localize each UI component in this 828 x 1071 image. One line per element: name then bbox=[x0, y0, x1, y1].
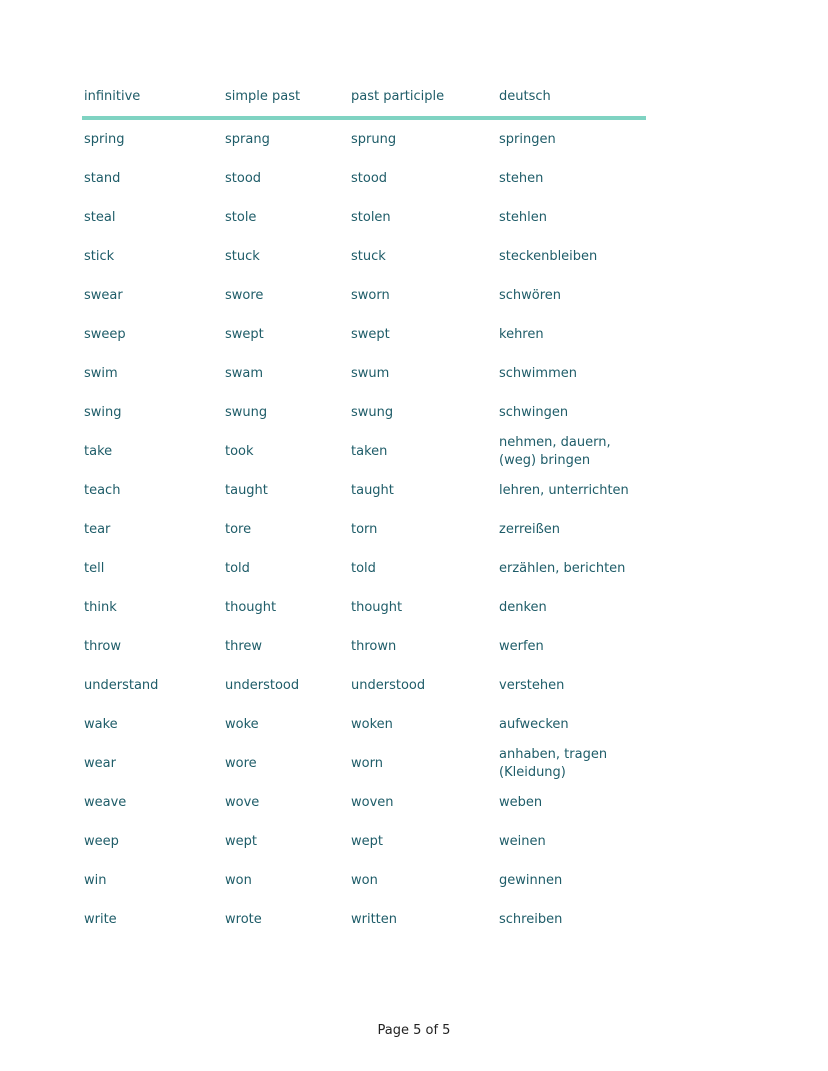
cell-past-participle: told bbox=[351, 560, 376, 576]
cell-infinitive: stand bbox=[84, 170, 121, 186]
cell-past-participle: woken bbox=[351, 716, 393, 732]
table-row bbox=[82, 705, 646, 744]
cell-infinitive: wake bbox=[84, 716, 118, 732]
cell-deutsch: verstehen bbox=[499, 677, 565, 693]
cell-past-participle: written bbox=[351, 911, 398, 927]
cell-deutsch: stehen bbox=[499, 170, 544, 186]
cell-past-participle: won bbox=[351, 872, 378, 888]
cell-infinitive: tell bbox=[84, 560, 105, 576]
cell-past-participle: torn bbox=[351, 521, 378, 537]
table-row bbox=[82, 666, 646, 705]
cell-simple-past: stood bbox=[225, 170, 262, 186]
cell-simple-past: stole bbox=[225, 209, 257, 225]
cell-past-participle: thought bbox=[351, 599, 403, 615]
cell-infinitive: think bbox=[84, 599, 117, 615]
table-row bbox=[82, 315, 646, 354]
cell-infinitive: wear bbox=[84, 755, 116, 771]
cell-deutsch: weinen bbox=[499, 833, 546, 849]
table-row bbox=[82, 822, 646, 861]
cell-past-participle: worn bbox=[351, 755, 383, 771]
cell-simple-past: took bbox=[225, 443, 254, 459]
table-row bbox=[82, 510, 646, 549]
cell-infinitive: swear bbox=[84, 287, 123, 303]
cell-simple-past: told bbox=[225, 560, 250, 576]
cell-past-participle: taken bbox=[351, 443, 388, 459]
cell-past-participle: sprung bbox=[351, 131, 397, 147]
table-row bbox=[82, 588, 646, 627]
cell-past-participle: woven bbox=[351, 794, 394, 810]
cell-infinitive: tear bbox=[84, 521, 111, 537]
cell-simple-past: taught bbox=[225, 482, 268, 498]
table-row bbox=[82, 276, 646, 315]
cell-past-participle: swung bbox=[351, 404, 394, 420]
cell-simple-past: thought bbox=[225, 599, 277, 615]
cell-deutsch: denken bbox=[499, 599, 547, 615]
cell-simple-past: won bbox=[225, 872, 252, 888]
header-past-participle: past participle bbox=[349, 78, 497, 118]
table-row bbox=[82, 627, 646, 666]
cell-past-participle: wept bbox=[351, 833, 383, 849]
cell-simple-past: woke bbox=[225, 716, 259, 732]
table-row bbox=[82, 393, 646, 432]
cell-simple-past: wrote bbox=[225, 911, 262, 927]
cell-deutsch: nehmen, dauern, (weg) bringen bbox=[499, 434, 611, 468]
cell-deutsch: gewinnen bbox=[499, 872, 563, 888]
cell-deutsch: steckenbleiben bbox=[499, 248, 598, 264]
table-row bbox=[82, 900, 646, 939]
cell-deutsch: erzählen, berichten bbox=[499, 560, 626, 576]
cell-simple-past: stuck bbox=[225, 248, 260, 264]
cell-deutsch: stehlen bbox=[499, 209, 547, 225]
cell-deutsch: anhaben, tragen (Kleidung) bbox=[499, 746, 608, 780]
cell-simple-past: wove bbox=[225, 794, 260, 810]
cell-infinitive: understand bbox=[84, 677, 159, 693]
cell-deutsch: aufwecken bbox=[499, 716, 569, 732]
cell-infinitive: weep bbox=[84, 833, 119, 849]
table-row bbox=[82, 118, 646, 159]
cell-deutsch: zerreißen bbox=[499, 521, 561, 537]
table-row bbox=[82, 432, 646, 471]
cell-simple-past: threw bbox=[225, 638, 263, 654]
cell-infinitive: spring bbox=[84, 131, 125, 147]
irregular-verbs-table bbox=[82, 78, 646, 939]
table-header-row bbox=[82, 78, 646, 118]
table-row bbox=[82, 783, 646, 822]
cell-infinitive: teach bbox=[84, 482, 121, 498]
cell-past-participle: taught bbox=[351, 482, 394, 498]
cell-deutsch: lehren, unterrichten bbox=[499, 482, 629, 498]
cell-simple-past: understood bbox=[225, 677, 300, 693]
page-number: Page 5 of 5 bbox=[377, 1023, 451, 1038]
cell-infinitive: stick bbox=[84, 248, 115, 264]
cell-past-participle: swept bbox=[351, 326, 390, 342]
cell-simple-past: swore bbox=[225, 287, 264, 303]
cell-infinitive: take bbox=[84, 443, 113, 459]
cell-past-participle: understood bbox=[351, 677, 426, 693]
cell-deutsch: schreiben bbox=[499, 911, 563, 927]
cell-simple-past: swam bbox=[225, 365, 264, 381]
table-row bbox=[82, 159, 646, 198]
cell-deutsch: schwören bbox=[499, 287, 562, 303]
cell-deutsch: weben bbox=[499, 794, 543, 810]
table-row bbox=[82, 198, 646, 237]
cell-infinitive: throw bbox=[84, 638, 121, 654]
cell-simple-past: swept bbox=[225, 326, 264, 342]
header-deutsch: deutsch bbox=[497, 78, 646, 118]
table-row bbox=[82, 471, 646, 510]
cell-past-participle: thrown bbox=[351, 638, 397, 654]
cell-simple-past: wept bbox=[225, 833, 257, 849]
cell-simple-past: wore bbox=[225, 755, 257, 771]
cell-infinitive: weave bbox=[84, 794, 127, 810]
cell-infinitive: steal bbox=[84, 209, 116, 225]
cell-infinitive: sweep bbox=[84, 326, 126, 342]
cell-infinitive: swim bbox=[84, 365, 118, 381]
cell-past-participle: swum bbox=[351, 365, 390, 381]
header-infinitive: infinitive bbox=[82, 78, 223, 118]
cell-deutsch: kehren bbox=[499, 326, 544, 342]
cell-simple-past: tore bbox=[225, 521, 252, 537]
table-row bbox=[82, 354, 646, 393]
cell-past-participle: stood bbox=[351, 170, 388, 186]
cell-past-participle: stuck bbox=[351, 248, 386, 264]
cell-past-participle: sworn bbox=[351, 287, 390, 303]
header-simple-past: simple past bbox=[223, 78, 349, 118]
table-row bbox=[82, 861, 646, 900]
cell-infinitive: win bbox=[84, 872, 107, 888]
cell-simple-past: sprang bbox=[225, 131, 270, 147]
cell-deutsch: werfen bbox=[499, 638, 544, 654]
cell-infinitive: swing bbox=[84, 404, 122, 420]
table-row bbox=[82, 549, 646, 588]
cell-simple-past: swung bbox=[225, 404, 268, 420]
cell-infinitive: write bbox=[84, 911, 117, 927]
cell-deutsch: schwingen bbox=[499, 404, 569, 420]
cell-past-participle: stolen bbox=[351, 209, 391, 225]
cell-deutsch: springen bbox=[499, 131, 556, 147]
table-row bbox=[82, 744, 646, 783]
table-row bbox=[82, 237, 646, 276]
cell-deutsch: schwimmen bbox=[499, 365, 577, 381]
